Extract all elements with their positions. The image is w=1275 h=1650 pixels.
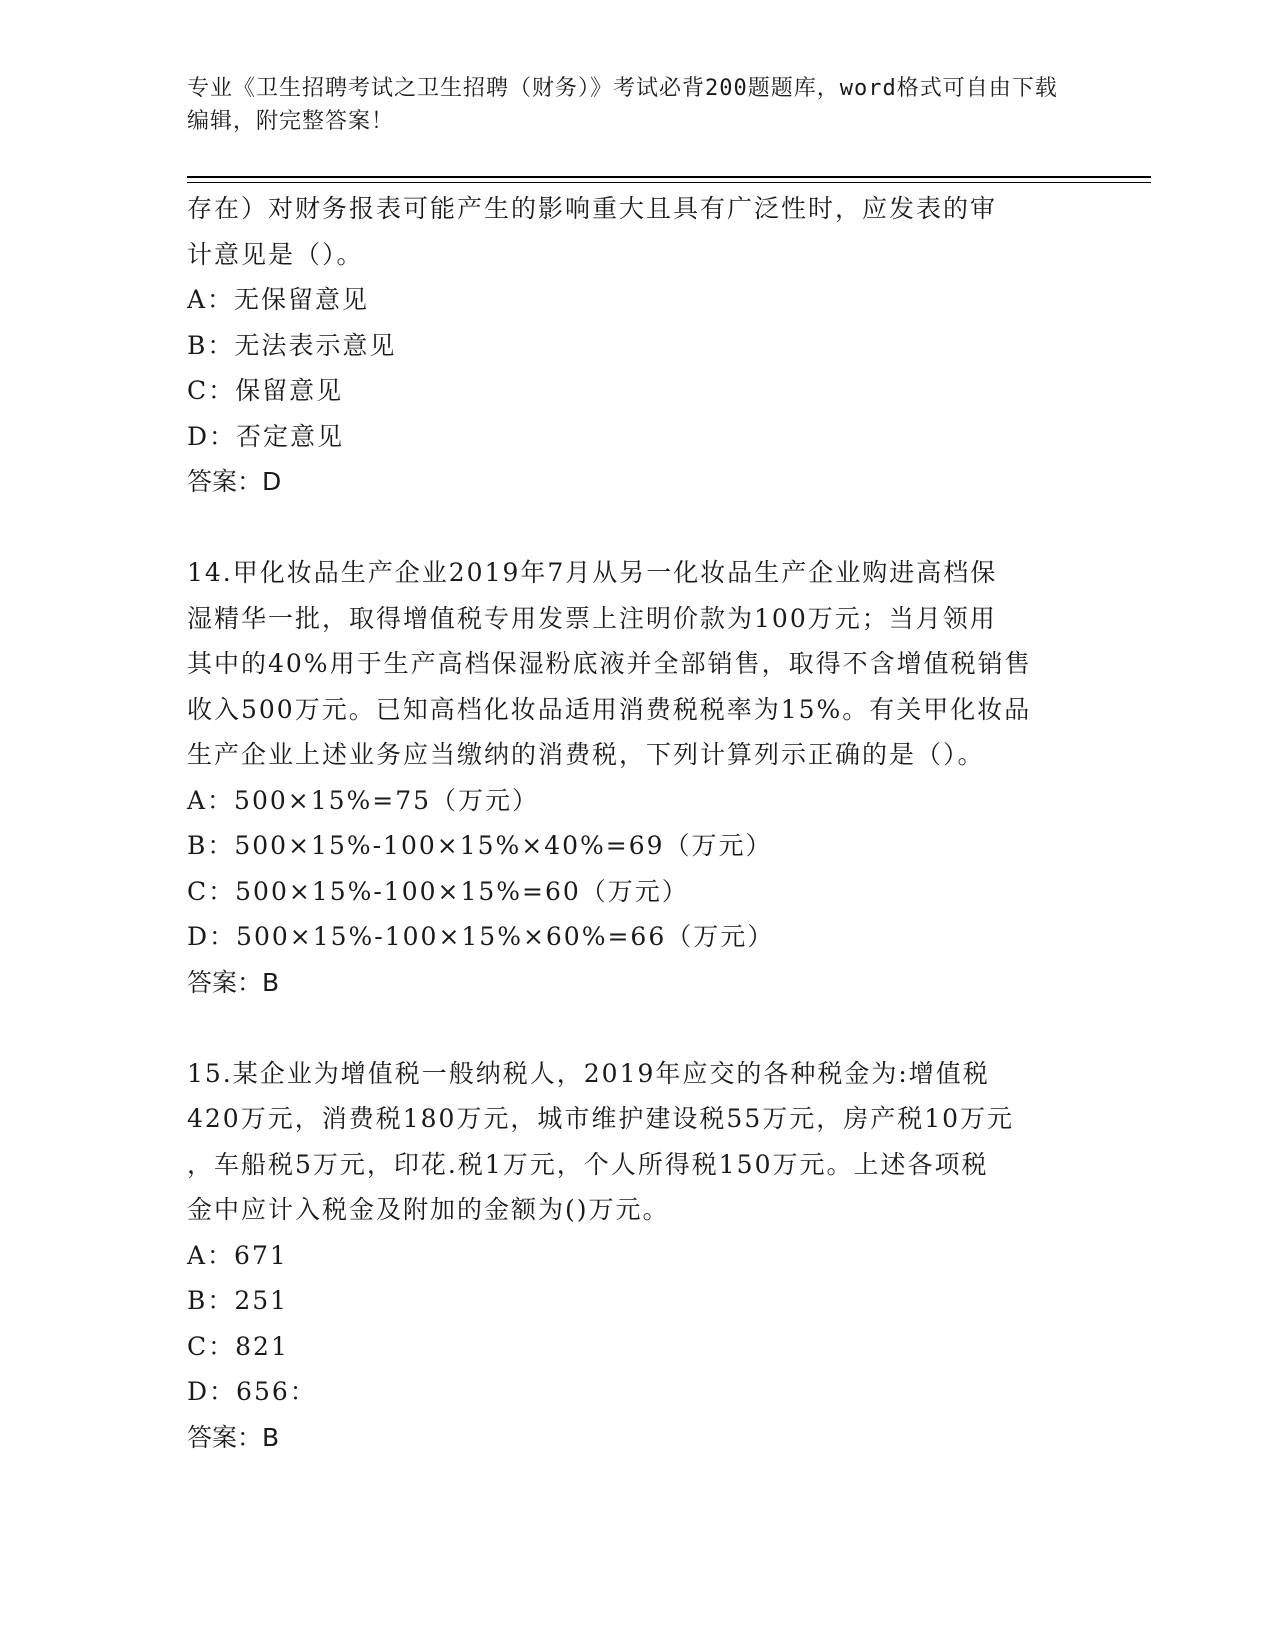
option-c: C：821 bbox=[187, 1331, 289, 1361]
question-stem-line: 15.某企业为增值税一般纳税人，2019年应交的各种税金为:增值税 bbox=[187, 1058, 990, 1088]
document-header: 专业《卫生招聘考试之卫生招聘（财务）》考试必背200题题库，word格式可自由下载编辑，附完整答案！ bbox=[187, 76, 1058, 134]
question-list bbox=[187, 186, 1087, 1460]
question-spacer bbox=[187, 1005, 1087, 1051]
option-b: B：500×15%-100×15%×40%=69（万元） bbox=[187, 831, 773, 860]
option-a: A：无保留意见 bbox=[187, 285, 370, 314]
answer-line: 答案：B bbox=[187, 1422, 280, 1452]
question-13 bbox=[187, 186, 1087, 505]
question-spacer bbox=[187, 505, 1087, 551]
option-d: D：656： bbox=[187, 1377, 317, 1406]
question-stem-line: 金中应计入税金及附加的金额为()万元。 bbox=[187, 1195, 670, 1224]
question-stem-line: 湿精华一批，取得增值税专用发票上注明价款为100万元；当月领用 bbox=[187, 603, 997, 633]
question-stem-line: 14.甲化妆品生产企业2019年7月从另一化妆品生产企业购进高档保 bbox=[187, 558, 998, 587]
option-c: C：500×15%-100×15%=60（万元） bbox=[187, 876, 689, 906]
answer-line: 答案：D bbox=[187, 467, 282, 496]
option-c: C：保留意见 bbox=[187, 376, 344, 405]
question-15 bbox=[187, 1051, 1087, 1461]
option-d: D：500×15%-100×15%×60%=66（万元） bbox=[187, 922, 775, 951]
option-d: D：否定意见 bbox=[187, 421, 345, 451]
question-stem-line: 生产企业上述业务应当缴纳的消费税，下列计算列示正确的是（）。 bbox=[187, 740, 985, 769]
option-a: A：671 bbox=[187, 1240, 288, 1270]
question-stem-line: 420万元，消费税180万元，城市维护建设税55万元，房产税10万元 bbox=[187, 1104, 1015, 1133]
option-b: B：251 bbox=[187, 1286, 289, 1315]
question-stem-line: ，车船税5万元，印花.税1万元，个人所得税150万元。上述各项税 bbox=[187, 1149, 989, 1179]
question-stem-line: 计意见是（）。 bbox=[187, 239, 364, 269]
option-b: B：无法表示意见 bbox=[187, 330, 397, 360]
answer-line: 答案：B bbox=[187, 967, 280, 997]
question-stem-line: 其中的40%用于生产高档保湿粉底液并全部销售，取得不含增值税销售 bbox=[187, 649, 1032, 678]
option-a: A：500×15%=75（万元） bbox=[187, 785, 540, 815]
question-14 bbox=[187, 550, 1087, 1005]
header-divider-thick bbox=[187, 176, 1151, 178]
question-stem-line: 收入500万元。已知高档化妆品适用消费税税率为15%。有关甲化妆品 bbox=[187, 694, 1032, 724]
header-divider-thin bbox=[187, 182, 1151, 183]
question-stem-line: 存在）对财务报表可能产生的影响重大且具有广泛性时，应发表的审 bbox=[187, 194, 998, 223]
